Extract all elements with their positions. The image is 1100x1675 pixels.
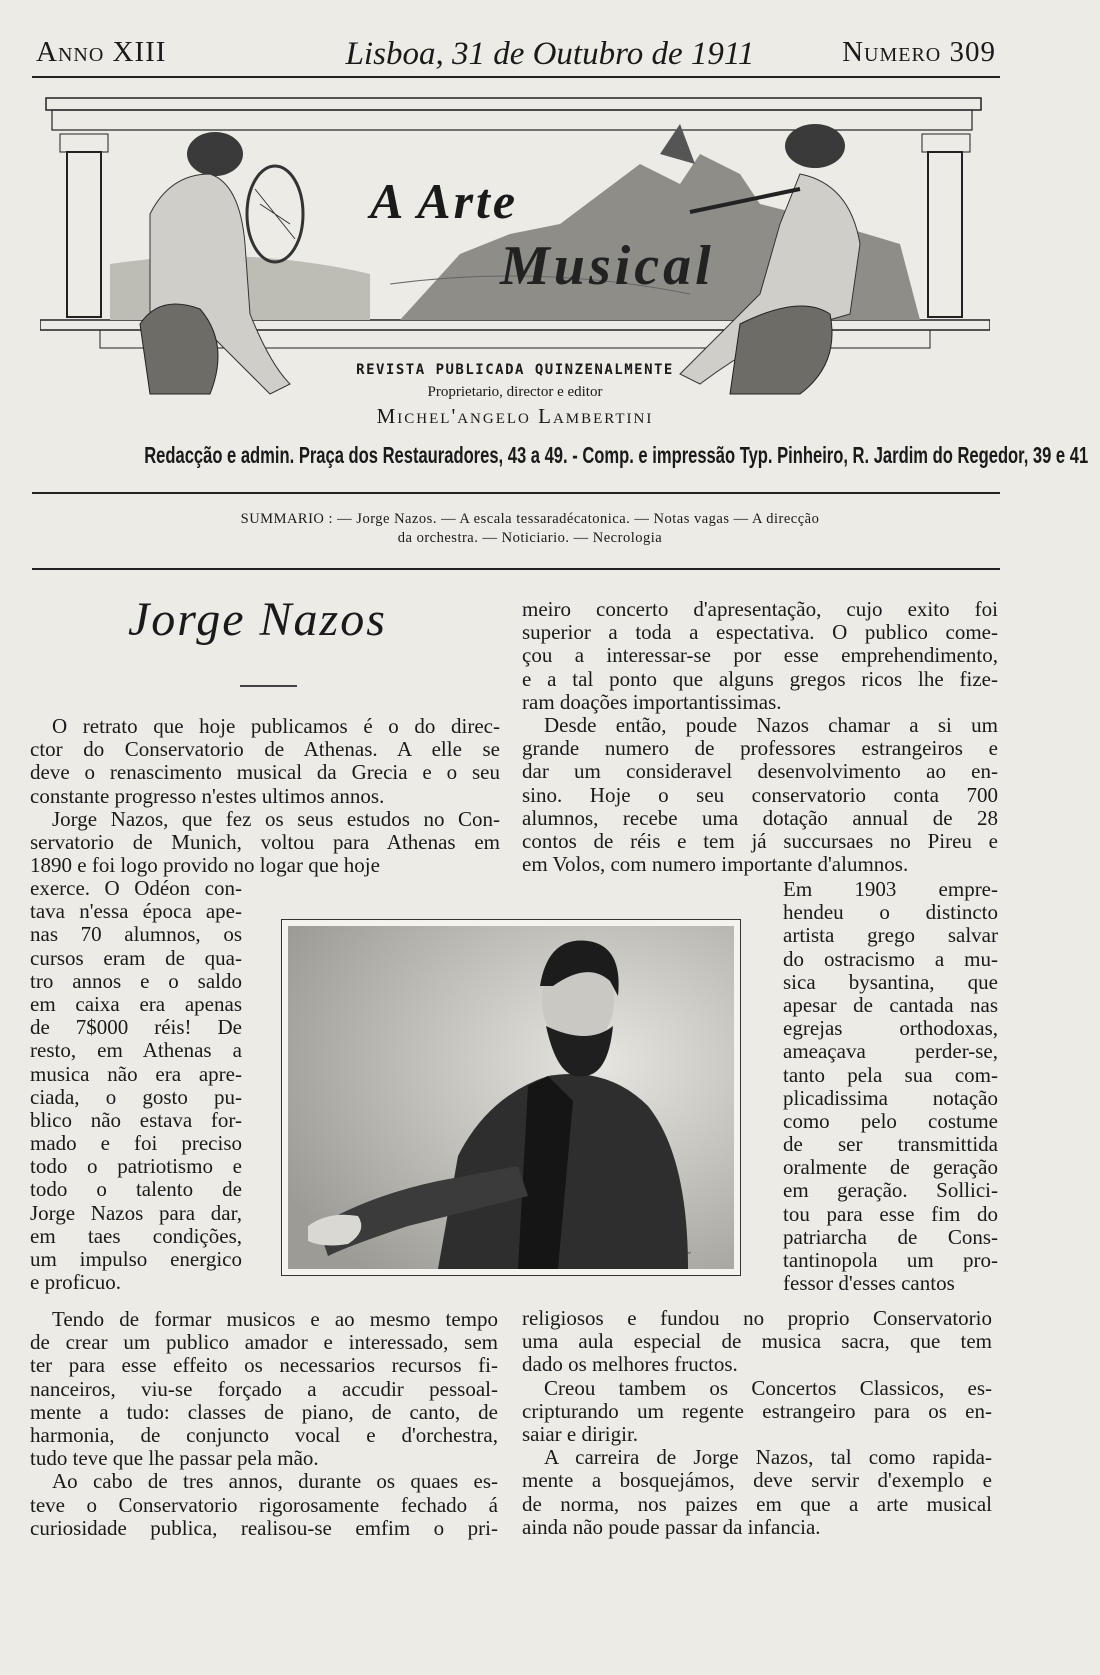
text-line: cursos eram de qua- <box>30 945 242 970</box>
text-line: sica bysantina, que <box>783 969 998 994</box>
text-line: e proficuo. <box>30 1270 121 1295</box>
text-line: de crear um publico amador e interessado, sem <box>30 1330 498 1355</box>
text-line: patriarcha de Cons- <box>783 1224 998 1249</box>
text-line: em Volos, com numero importante d'alumnos. <box>522 852 909 877</box>
masthead <box>40 94 990 434</box>
text-line: oralmente de geração <box>783 1155 998 1180</box>
text-line: tantinopola um pro- <box>783 1248 998 1272</box>
text-line: cripturando um regente estrangeiro para os en- <box>522 1398 992 1423</box>
text-line: ctor do Conservatorio de Athenas. A elle se <box>30 737 500 762</box>
text-line: ameaçava perder-se, <box>783 1039 998 1064</box>
text-line: 1890 e foi logo provido no logar que hoje <box>30 853 380 878</box>
text-line: ram doações importantissimas. <box>522 689 782 714</box>
text-line: tro annos e o saldo <box>30 968 242 993</box>
masthead-proprietor-name: Michel'angelo Lambertini <box>376 404 654 428</box>
text-line: sino. Hoje o seu conservatorio conta 700 <box>522 782 998 807</box>
right-column-narrow <box>783 878 998 1295</box>
text-line: apesar de cantada nas <box>783 992 998 1017</box>
text-line: mente a tudo: classes de piano, de canto, de <box>30 1399 498 1424</box>
text-line: dar um consideravel desenvolvimento ao en- <box>522 759 998 784</box>
text-line: Tendo de formar musicos e ao mesmo tempo <box>52 1307 498 1331</box>
text-line: dado os melhores fructos. <box>522 1352 738 1377</box>
text-line: constante progresso n'estes ultimos annos. <box>30 783 385 808</box>
text-line: curiosidade publica, realisou-se emfim o pri- <box>30 1515 498 1540</box>
text-line: Em 1903 empre- <box>783 877 998 901</box>
text-line: A carreira de Jorge Nazos, tal como rapida- <box>544 1445 992 1470</box>
text-line: resto, em Athenas a <box>30 1038 242 1063</box>
text-line: tava n'essa época ape- <box>30 899 242 924</box>
issue-date: Lisboa, 31 de Outubro de 1911 <box>345 36 755 72</box>
title-divider <box>240 685 297 687</box>
text-line: artista grego salvar <box>783 923 998 948</box>
text-line: Desde então, poude Nazos chamar a si um <box>544 712 998 737</box>
left-column-narrow <box>30 877 242 1294</box>
portrait-photo <box>281 919 741 1276</box>
text-line: O retrato que hoje publicamos é o do direc- <box>52 714 500 738</box>
text-line: ainda não poude passar da infancia. <box>522 1514 821 1539</box>
text-line: servatorio de Munich, voltou para Athenas em <box>30 829 500 854</box>
text-line: saiar e dirigir. <box>522 1421 639 1446</box>
summary-line-2: da orchestra. — Noticiario. — Necrologia <box>397 530 663 546</box>
text-line: contos de réis e tem já succursaes no Pireu e <box>522 828 998 853</box>
summary-rule <box>32 568 1000 570</box>
text-line: tanto pela sua com- <box>783 1062 998 1087</box>
text-line: plicadissima notação <box>783 1085 998 1110</box>
text-line: deve o renascimento musical da Grecia e o seu <box>30 760 500 785</box>
text-line: nanceiros, viu-se forçado a accudir pessoal- <box>30 1376 498 1401</box>
text-line: Ao cabo de tres annos, durante os quaes es- <box>52 1469 498 1494</box>
text-line: mente a bosquejámos, deve servir d'exemplo e <box>522 1468 992 1493</box>
text-line: como pelo costume <box>783 1108 998 1133</box>
text-line: superior a toda a espectativa. O publico come- <box>522 620 998 645</box>
masthead-proprietor-label: Proprietario, director e editor <box>427 384 603 400</box>
text-line: um impulso energico <box>30 1247 242 1271</box>
masthead-title-line1: A Arte <box>370 173 519 229</box>
text-line: meiro concerto d'apresentação, cujo exito foi <box>522 597 998 621</box>
text-line: todo o talento de <box>30 1177 242 1202</box>
text-line: em geração. Sollici- <box>783 1178 998 1203</box>
right-column-top <box>522 598 998 876</box>
text-line: harmonia, de conjuncto vocal e d'orchestra, <box>30 1422 498 1447</box>
text-line: ciada, o gosto pu- <box>30 1084 242 1109</box>
right-column-bottom <box>522 1307 992 1539</box>
text-line: grande numero de professores estrangeiros e <box>522 736 998 761</box>
text-line: de norma, nos paizes em que a arte musical <box>522 1491 992 1516</box>
article-title: Jorge Nazos <box>128 593 387 646</box>
text-line: Creou tambem os Concertos Classicos, es- <box>544 1375 992 1400</box>
text-line: do ostracismo a mu- <box>783 946 998 971</box>
text-line: blico não estava for- <box>30 1107 242 1132</box>
issue-number: Numero 309 <box>842 36 996 68</box>
text-line: çou a interessar-se por esse emprehendimento, <box>522 643 998 668</box>
svg-text:~~: ~~ <box>680 1248 691 1259</box>
text-line: egrejas orthodoxas, <box>783 1016 998 1041</box>
text-line: alumnos, recebe uma dotação annual de 28 <box>522 805 998 830</box>
text-line: hendeu o distincto <box>783 900 998 925</box>
portrait-illustration <box>288 926 734 1269</box>
text-line: uma aula especial de musica sacra, que tem <box>522 1329 992 1354</box>
text-line: religiosos e fundou no proprio Conservatorio <box>522 1306 992 1330</box>
text-line: em caixa era apenas <box>30 991 242 1016</box>
text-line: teve o Conservatorio rigorosamente fechado á <box>30 1492 498 1517</box>
header-rule <box>32 76 1000 78</box>
summary <box>120 510 940 548</box>
text-line: tou para esse fim do <box>783 1201 998 1226</box>
text-line: mado e foi preciso <box>30 1131 242 1156</box>
text-line: tudo teve que lhe passar pela mão. <box>30 1446 319 1471</box>
text-line: nas 70 alumnos, os <box>30 922 242 947</box>
masthead-subtitle: REVISTA PUBLICADA QUINZENALMENTE <box>356 362 674 378</box>
text-line: exerce. O Odéon con- <box>30 876 242 900</box>
volume-label: Anno XIII <box>36 36 167 68</box>
text-line: e a tal ponto que alguns gregos ricos lhe fize- <box>522 666 998 691</box>
text-line: em taes condições, <box>30 1223 242 1248</box>
text-line: fessor d'esses cantos <box>783 1271 955 1296</box>
summary-line-1: SUMMARIO : — Jorge Nazos. — A escala tessaradécatonica. — Notas vagas — A direcção <box>240 511 820 527</box>
text-line: Jorge Nazos para dar, <box>30 1200 242 1225</box>
masthead-title-line2: Musical <box>500 235 715 297</box>
text-line: todo o patriotismo e <box>30 1154 242 1179</box>
text-line: ter para esse effeito os necessarios recursos fi- <box>30 1353 498 1378</box>
text-line: de 7$000 réis! De <box>30 1015 242 1040</box>
address-line: Redacção e admin. Praça dos Restauradores, 43 a 49. - Comp. e impressão Typ. Pinheiro, R. Jardim do Regedor, 39 e 41 <box>144 442 1089 468</box>
left-column-top <box>30 715 500 877</box>
text-line: de ser transmittida <box>783 1132 998 1157</box>
left-column-bottom <box>30 1308 498 1540</box>
text-line: musica não era apre- <box>30 1061 242 1086</box>
text-line: Jorge Nazos, que fez os seus estudos no Con- <box>52 806 500 831</box>
address-rule <box>32 492 1000 494</box>
